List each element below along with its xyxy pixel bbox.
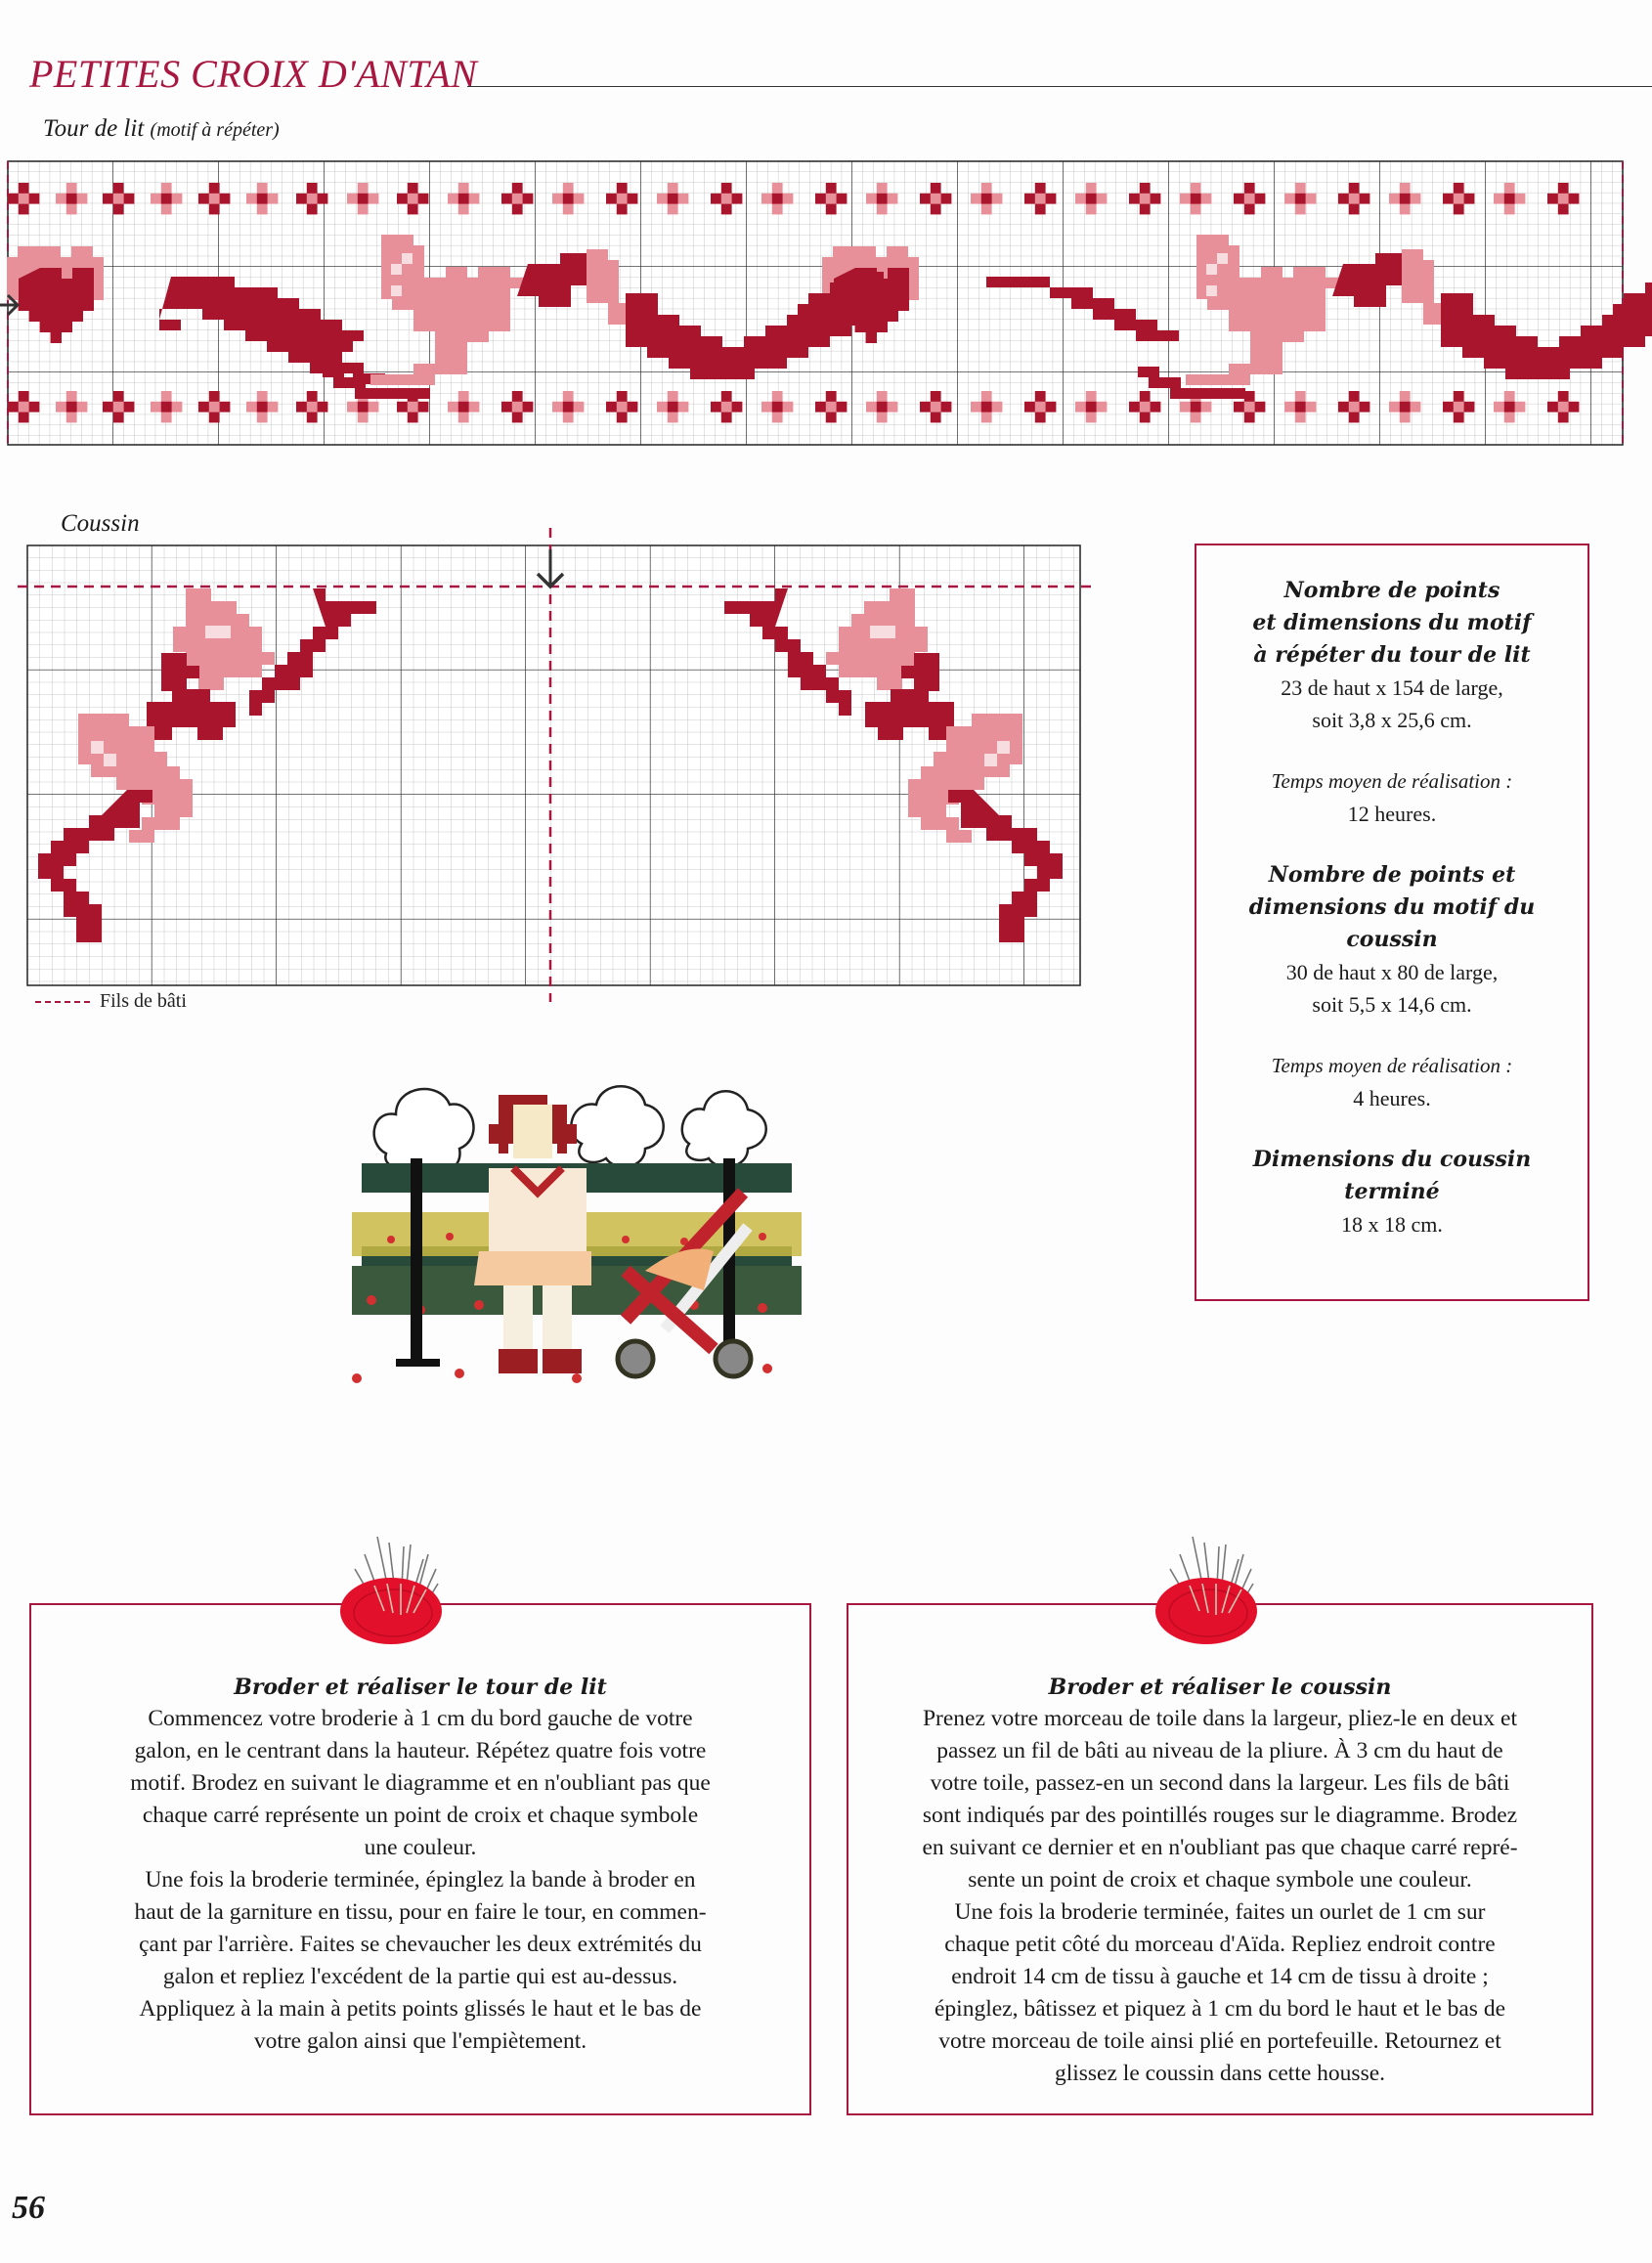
cushion-label: Coussin [61, 510, 140, 537]
instruction-line: votre toile, passez-en un second dans la largeur. Les fils de bâti [930, 1770, 1510, 1796]
instruction-line: galon et repliez l'excédent de la partie qui est au-dessus. [162, 1964, 678, 1989]
instruction-line: Commencez votre broderie à 1 cm du bord gauche de votre [148, 1706, 693, 1731]
instructions-bed-border-title: Broder et réaliser le tour de lit [234, 1675, 607, 1700]
info-time-label-cushion: Temps moyen de réalisation : [1271, 1054, 1513, 1077]
instruction-line: chaque petit côté du morceau d'Aïda. Repliez endroit contre [944, 1932, 1496, 1957]
instruction-line: haut de la garniture en tissu, pour en faire le tour, en commen- [134, 1899, 707, 1925]
instruction-line: une couleur. [364, 1835, 477, 1860]
info-time-value-cushion: 4 heures. [1353, 1086, 1431, 1110]
instruction-line: glissez le coussin dans cette housse. [1054, 2061, 1386, 2086]
instruction-line: motif. Brodez en suivant le diagramme et en n'oubliant pas que [130, 1770, 711, 1796]
instruction-line: Une fois la broderie terminée, épinglez la bande à broder en [145, 1867, 696, 1893]
pincushion-icon [330, 1525, 452, 1646]
page-title: PETITES CROIX D'ANTAN [29, 52, 478, 96]
instruction-line: Une fois la broderie terminée, faites un ourlet de 1 cm sur [954, 1899, 1486, 1925]
cushion-chart [0, 528, 1114, 1007]
instruction-line: en suivant ce dernier et en n'oubliant pas que chaque carré repré- [922, 1835, 1518, 1860]
info-value-bed-border: 23 de haut x 154 de large, soit 3,8 x 25,6 cm. [1281, 675, 1503, 732]
instructions-cushion-title: Broder et réaliser le coussin [1048, 1675, 1392, 1700]
instruction-line: chaque carré représente un point de croix et chaque symbole [142, 1803, 699, 1828]
bed-border-label [43, 115, 280, 143]
info-heading-bed-border: Nombre de points et dimensions du motif à répéter du tour de lit [1252, 578, 1532, 668]
dashed-line-sample [35, 1001, 90, 1003]
info-box [1195, 544, 1589, 1301]
instruction-line: sont indiqués par des pointillés rouges sur le diagramme. Brodez [922, 1803, 1518, 1828]
instruction-line: Prenez votre morceau de toile dans la largeur, pliez-le en deux et [922, 1706, 1518, 1731]
info-heading-finished-size: Dimensions du coussin terminé [1252, 1147, 1532, 1204]
basting-legend [35, 990, 187, 1013]
instruction-line: votre morceau de toile ainsi plié en portefeuille. Retournez et [938, 2028, 1501, 2054]
title-rule [467, 86, 1652, 87]
instructions-bed-border-box [29, 1603, 811, 2115]
instruction-line: galon, en le centrant dans la hauteur. Répétez quatre fois votre [134, 1738, 707, 1763]
page-number: 56 [12, 2190, 45, 2226]
bed-border-title: Tour de lit [43, 115, 145, 142]
instruction-line: passez un fil de bâti au niveau de la pliure. À 3 cm du haut de [936, 1738, 1503, 1763]
info-time-label-bed-border: Temps moyen de réalisation : [1271, 769, 1513, 793]
instruction-line: endroit 14 cm de tissu à gauche et 14 cm de tissu à droite ; [951, 1964, 1489, 1989]
info-value-finished-size: 18 x 18 cm. [1341, 1212, 1443, 1237]
instruction-line: Appliquez à la main à petits points glissés le haut et le bas de [139, 1996, 702, 2022]
embroidered-girl-on-bench-photo [332, 1066, 821, 1408]
info-time-value-bed-border: 12 heures. [1347, 802, 1437, 826]
bed-border-chart [0, 156, 1652, 450]
legend-label: Fils de bâti [100, 990, 187, 1012]
instruction-line: votre galon ainsi que l'empiètement. [253, 2028, 587, 2054]
info-heading-cushion: Nombre de points et dimensions du motif du coussin [1248, 862, 1536, 952]
pincushion-icon [1146, 1525, 1267, 1646]
instruction-line: épinglez, bâtissez et piquez à 1 cm du bord le haut et le bas de [934, 1996, 1506, 2022]
instructions-cushion-box [847, 1603, 1593, 2115]
bed-border-note: (motif à répéter) [150, 119, 280, 141]
info-value-cushion: 30 de haut x 80 de large, soit 5,5 x 14,6 cm. [1285, 960, 1499, 1017]
instruction-line: çant par l'arrière. Faites se chevaucher les deux extrémités du [139, 1932, 702, 1957]
instruction-line: sente un point de croix et chaque symbole une couleur. [968, 1867, 1472, 1893]
